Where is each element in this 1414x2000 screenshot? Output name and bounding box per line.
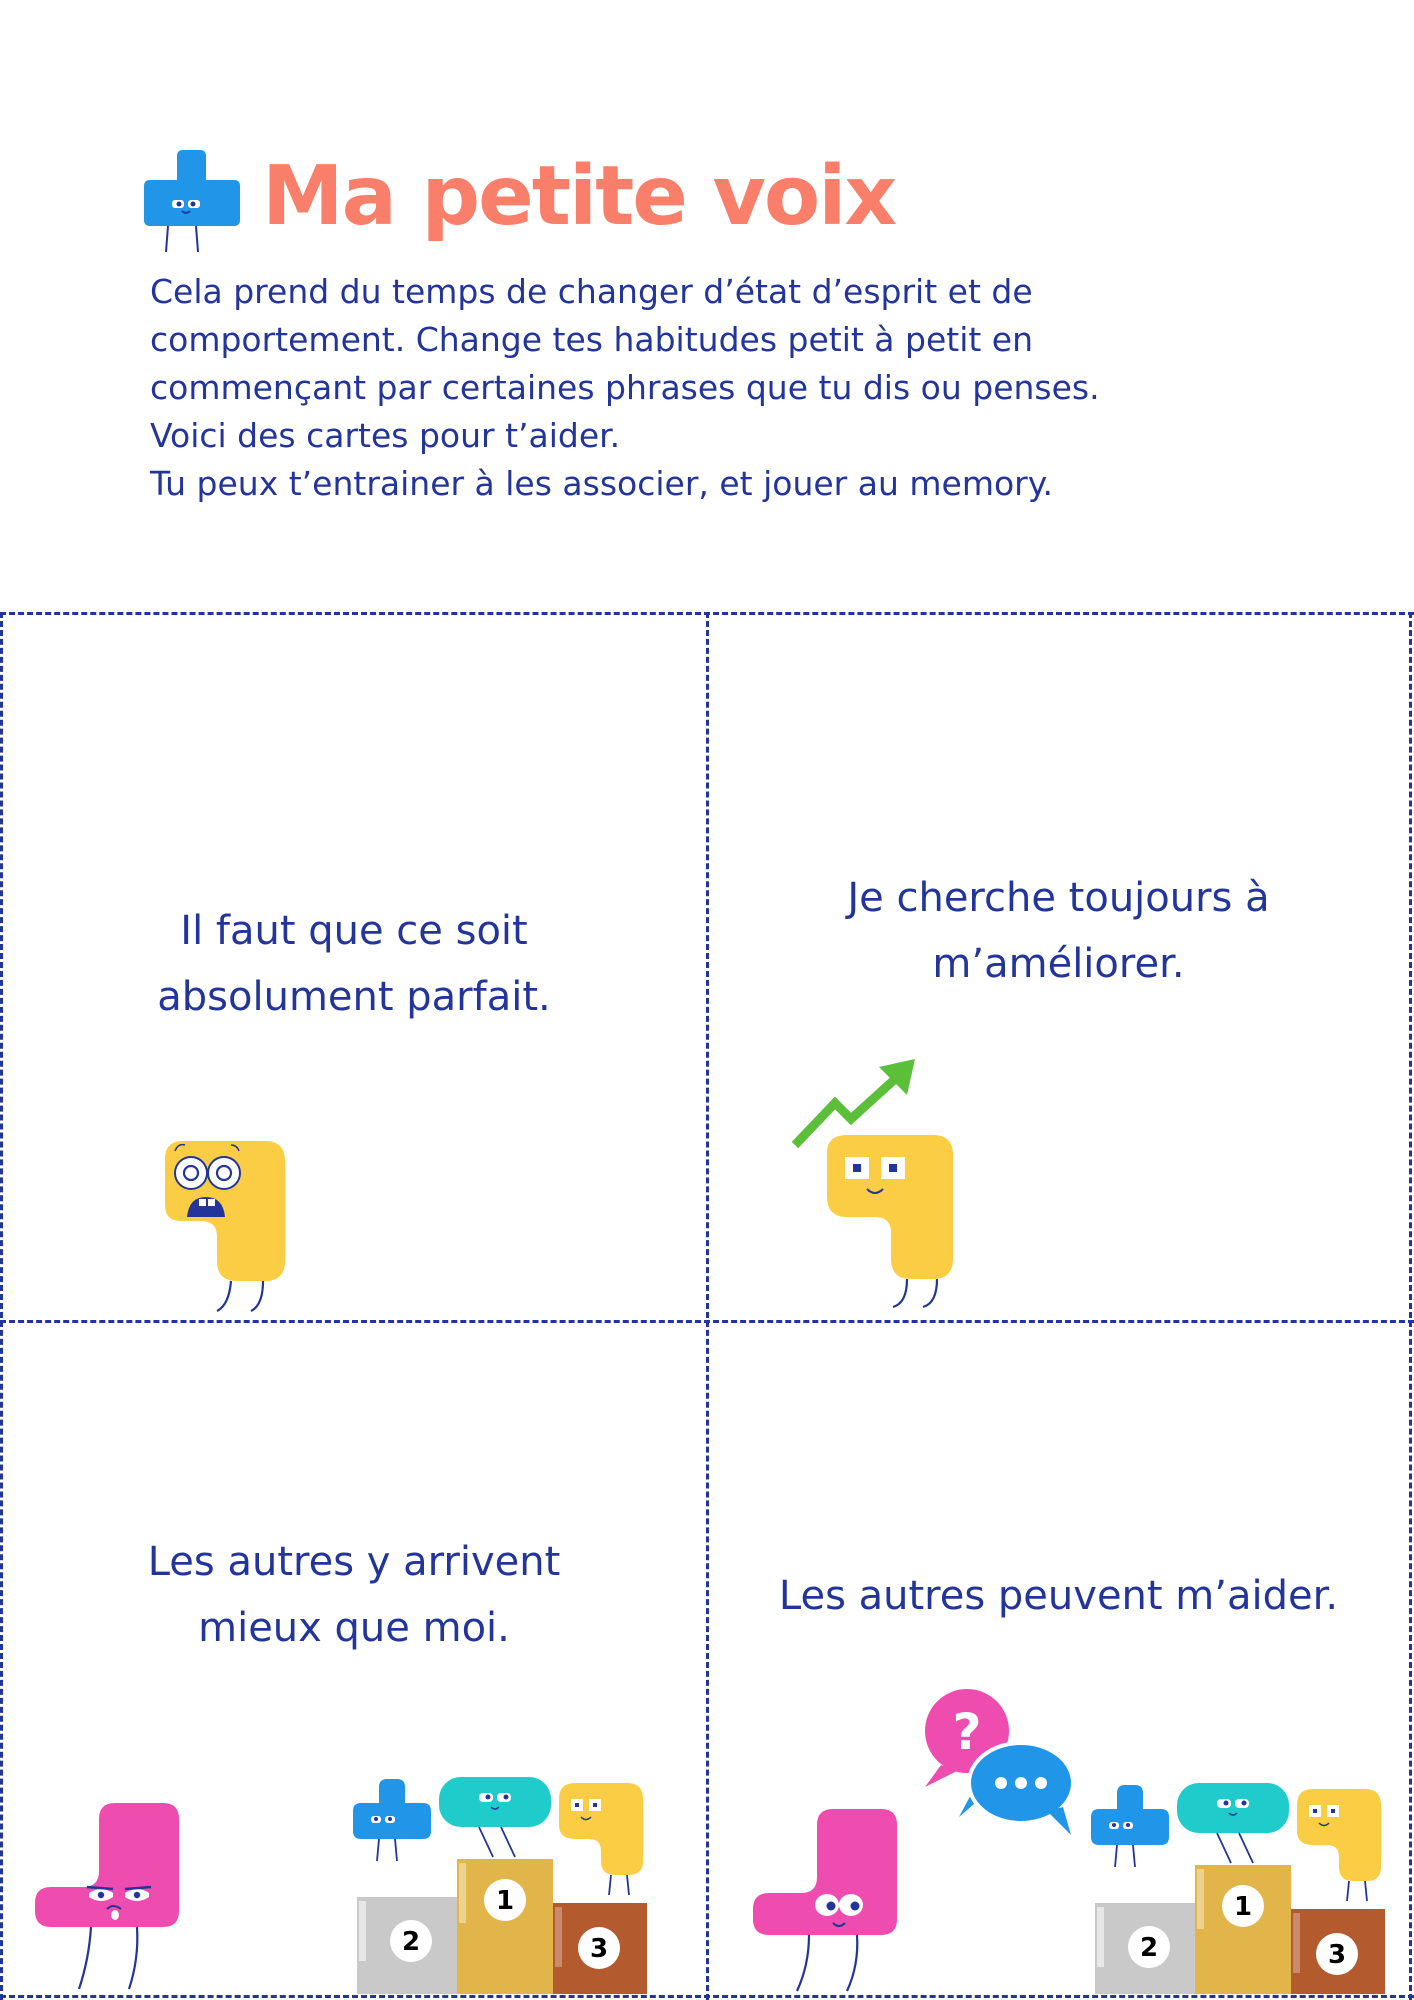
card-text — [3, 1529, 705, 1661]
intro-line: comportement. Change tes habitudes petit à petit en — [150, 320, 1034, 359]
speech-bubbles-icon — [913, 1687, 1083, 1837]
card-text-line: mieux que moi. — [198, 1605, 510, 1651]
card-text-line: Il faut que ce soit — [180, 908, 528, 954]
podium-first-label: 1 — [495, 1886, 515, 1916]
card-perfect — [3, 615, 705, 1319]
card-others-better — [3, 1323, 705, 1994]
card-improve — [709, 615, 1408, 1319]
podium-third-label: 3 — [1327, 1940, 1347, 1970]
happy-yellow-character-icon — [821, 1127, 971, 1317]
intro-paragraph — [150, 268, 1300, 508]
annoyed-pink-character-icon — [29, 1799, 199, 1994]
card-text-line: Je cherche toujours à — [847, 875, 1270, 921]
podium-second-label: 2 — [1139, 1933, 1159, 1963]
question-mark: ? — [952, 1703, 982, 1761]
card-text-line: Les autres y arrivent — [147, 1539, 561, 1585]
podium-characters-icon — [349, 1777, 649, 1994]
happy-pink-character-icon — [747, 1805, 917, 1994]
podium-first-label: 1 — [1233, 1892, 1253, 1922]
blue-character-icon — [142, 148, 242, 258]
card-text-line: Les autres peuvent m’aider. — [778, 1573, 1339, 1619]
page-title: Ma petite voix — [262, 149, 896, 244]
card-text — [709, 865, 1408, 997]
intro-line: Tu peux t’entrainer à les associer, et jouer au memory. — [150, 464, 1054, 503]
card-text-line: m’améliorer. — [932, 941, 1185, 987]
intro-line: Voici des cartes pour t’aider. — [150, 416, 621, 455]
podium-third-label: 3 — [589, 1934, 609, 1964]
intro-line: commençant par certaines phrases que tu dis ou penses. — [150, 368, 1100, 407]
podium-second-label: 2 — [401, 1927, 421, 1957]
header — [0, 0, 1414, 600]
card-text-line: absolument parfait. — [157, 974, 551, 1020]
card-others-help — [709, 1323, 1408, 1994]
cut-line-right — [1409, 612, 1412, 2000]
worried-yellow-character-icon — [145, 1133, 295, 1319]
card-text — [3, 898, 705, 1030]
podium-characters-icon — [1087, 1783, 1387, 1994]
intro-line: Cela prend du temps de changer d’état d’esprit et de — [150, 272, 1033, 311]
card-text — [709, 1563, 1408, 1629]
